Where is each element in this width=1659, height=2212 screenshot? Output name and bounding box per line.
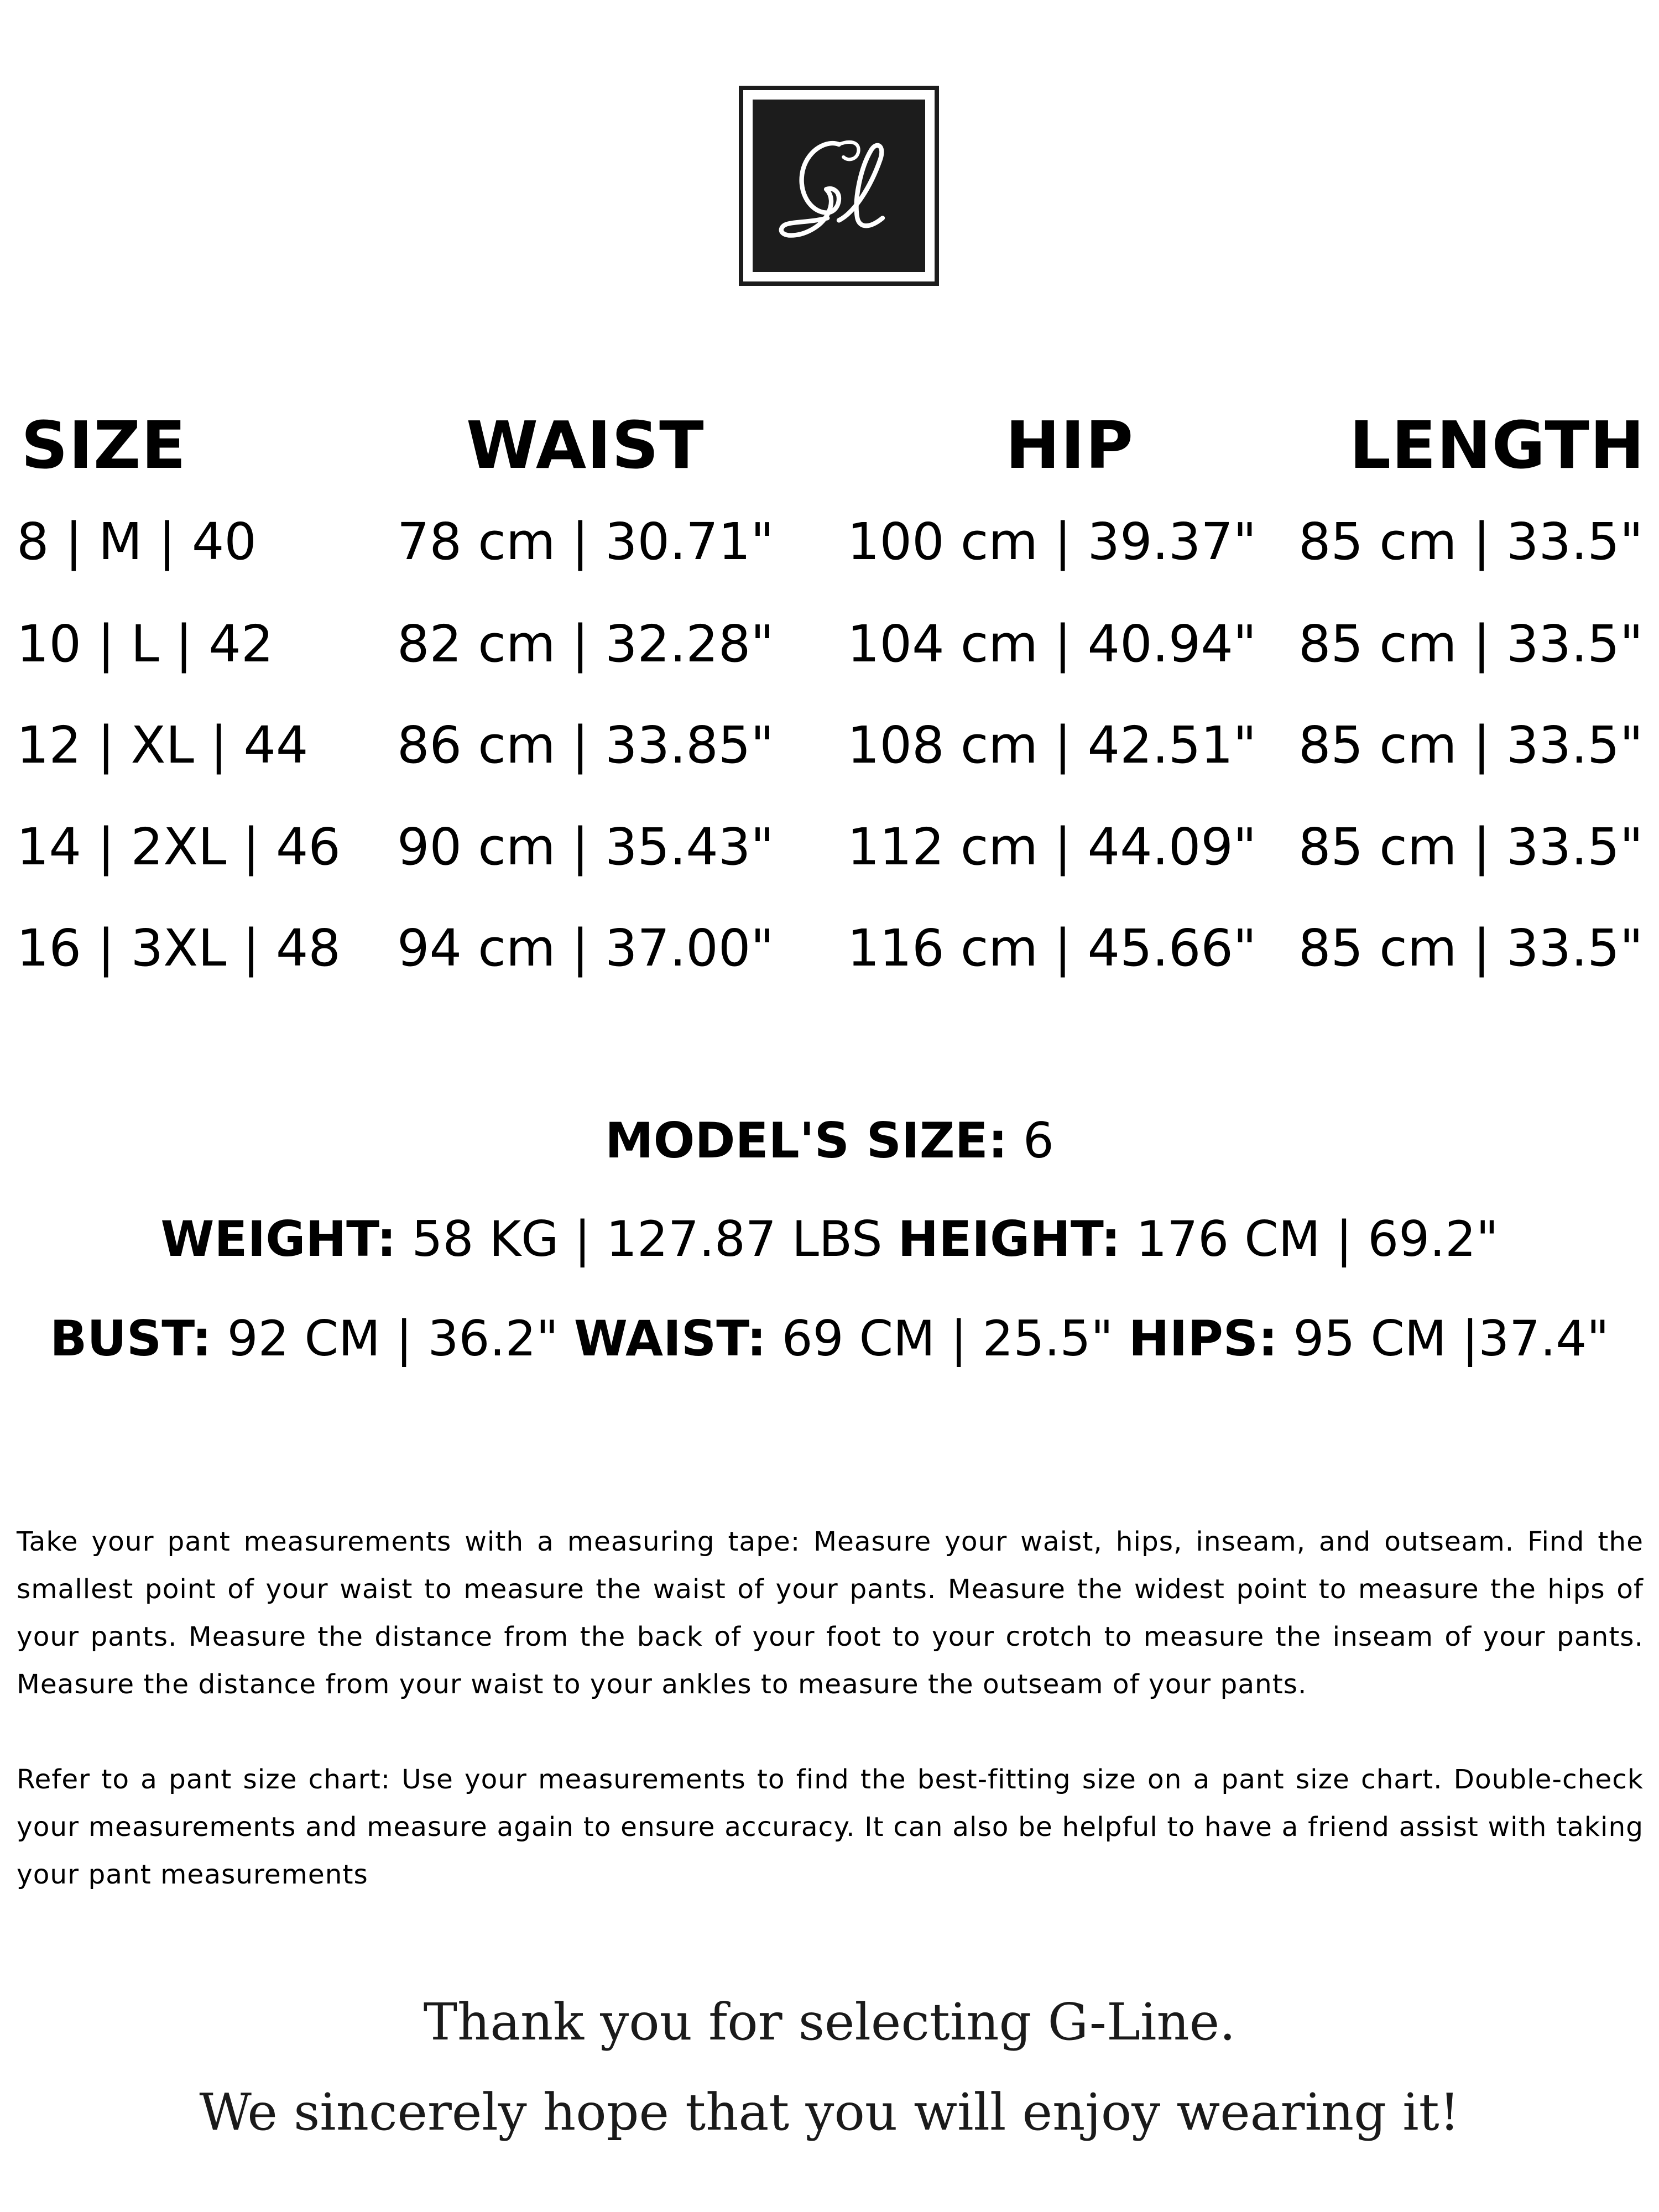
cell-length: 85 cm | 33.5" (1298, 919, 1644, 978)
model-weight-height-line (0, 1203, 1659, 1275)
model-height-label: HEIGHT: (898, 1211, 1121, 1267)
cell-waist: 82 cm | 32.28" (397, 614, 774, 674)
cell-hip: 104 cm | 40.94" (847, 614, 1257, 674)
brand-logo (739, 86, 939, 286)
model-height-value: 176 CM | 69.2" (1120, 1211, 1499, 1267)
g-line-monogram-logo-icon (753, 100, 925, 272)
table-row (0, 806, 1659, 889)
table-row (0, 603, 1659, 686)
model-hips-label: HIPS: (1128, 1310, 1278, 1367)
model-hips-value: 95 CM |37.4" (1277, 1310, 1609, 1367)
model-size-line (0, 1105, 1659, 1177)
column-header-length: LENGTH (1349, 407, 1645, 483)
column-header-size: SIZE (21, 407, 187, 483)
logo-monogram-panel (753, 100, 925, 272)
table-row (0, 704, 1659, 787)
cell-size: 16 | 3XL | 48 (17, 919, 341, 978)
cell-size: 8 | M | 40 (17, 512, 257, 571)
table-row (0, 500, 1659, 583)
measuring-instructions-paragraph: Take your pant measurements with a measuring tape: Measure your waist, hips, inseam, and outseam. Find the smallest point of your waist to measure the waist of your pants. Measure the widest point to measure the hips of your pants. Measure the distance from the back of your foot to your crotch to measure the inseam of your pants. Measure the distance from your waist to your ankles to measure the outseam of your pants. (17, 1526, 1644, 1700)
cell-hip: 100 cm | 39.37" (847, 512, 1257, 571)
cell-waist: 90 cm | 35.43" (397, 817, 774, 877)
cell-size: 10 | L | 42 (17, 614, 274, 674)
cell-waist: 78 cm | 30.71" (397, 512, 774, 571)
cell-waist: 94 cm | 37.00" (397, 919, 774, 978)
enjoy-wearing-line: We sincerely hope that you will enjoy wearing it! (199, 2083, 1460, 2142)
cell-size: 12 | XL | 44 (17, 716, 309, 775)
model-bust-value: 92 CM | 36.2" (211, 1310, 574, 1367)
cell-hip: 112 cm | 44.09" (847, 817, 1257, 877)
column-header-hip: HIP (1005, 407, 1134, 483)
column-header-waist: WAIST (466, 407, 705, 483)
cell-waist: 86 cm | 33.85" (397, 716, 774, 775)
cell-size: 14 | 2XL | 46 (17, 817, 341, 877)
model-size-label: MODEL'S SIZE: (605, 1112, 1008, 1169)
cell-length: 85 cm | 33.5" (1298, 716, 1644, 775)
model-weight-value: 58 KG | 127.87 LBS (396, 1211, 898, 1267)
size-chart-instructions-paragraph: Refer to a pant size chart: Use your measurements to find the best-fitting size on a pant size chart. Double-check your measurements and measure again to ensure accuracy. It can also be helpful to have a friend assist with taking your pant measurements (17, 1764, 1644, 1890)
thank-you-line: Thank you for selecting G-Line. (423, 1992, 1236, 2052)
cell-hip: 108 cm | 42.51" (847, 716, 1257, 775)
model-weight-label: WEIGHT: (160, 1211, 397, 1267)
model-waist-value: 69 CM | 25.5" (766, 1310, 1129, 1367)
cell-length: 85 cm | 33.5" (1298, 614, 1644, 674)
cell-length: 85 cm | 33.5" (1298, 512, 1644, 571)
model-measurements-line (0, 1303, 1659, 1375)
table-row (0, 907, 1659, 990)
model-waist-label: WAIST: (573, 1310, 766, 1367)
cell-hip: 116 cm | 45.66" (847, 919, 1257, 978)
cell-length: 85 cm | 33.5" (1298, 817, 1644, 877)
model-size-value: 6 (1007, 1112, 1054, 1169)
model-bust-label: BUST: (50, 1310, 212, 1367)
